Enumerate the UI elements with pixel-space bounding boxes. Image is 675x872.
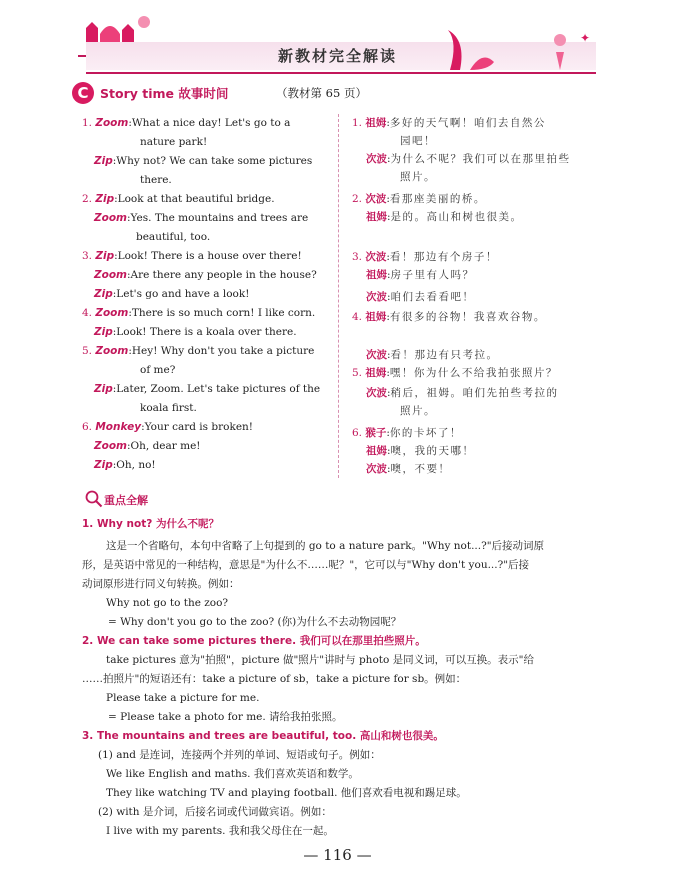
speaker-name: 祖姆 bbox=[366, 269, 387, 281]
dialogue-line-cn bbox=[400, 134, 436, 148]
speaker-colon: : bbox=[126, 212, 131, 224]
keypoint-heading: 2. We can take some pictures there. 我们可以在那里拍些照片。 bbox=[82, 635, 426, 647]
speaker-name: 祖姆 bbox=[365, 117, 387, 129]
line-text: of me? bbox=[140, 364, 176, 376]
speaker-colon: : bbox=[387, 153, 391, 165]
dialogue-line-cn bbox=[366, 444, 475, 458]
line-text: 园吧！ bbox=[400, 135, 436, 147]
speaker-colon: : bbox=[386, 427, 390, 439]
line-number: 3. bbox=[82, 250, 96, 262]
speaker-colon: : bbox=[386, 367, 390, 379]
line-text: 有很多的谷物！我喜欢谷物。 bbox=[389, 311, 546, 323]
keypoint-heading: 3. The mountains and trees are beautiful, too. 高山和树也很美。 bbox=[82, 730, 444, 742]
magnifier-icon bbox=[85, 490, 103, 508]
dialogue-line-en bbox=[94, 325, 297, 339]
line-text: Look at that beautiful bridge. bbox=[117, 193, 275, 205]
speaker-colon: : bbox=[387, 445, 391, 457]
speaker-name: Zip bbox=[94, 155, 113, 167]
dialogue-line-cn bbox=[400, 170, 436, 184]
line-text: What a nice day! Let's go to a bbox=[131, 117, 291, 129]
speaker-name: Monkey bbox=[95, 421, 142, 433]
line-number: 6. bbox=[82, 421, 96, 433]
speaker-colon: : bbox=[128, 117, 132, 129]
speaker-colon: : bbox=[141, 421, 145, 433]
dialogue-line-cn bbox=[352, 366, 558, 380]
speaker-name: Zip bbox=[95, 193, 115, 205]
page-number: — 116 — bbox=[303, 846, 372, 864]
line-number: 2. bbox=[352, 193, 366, 205]
dialogue-line-en bbox=[136, 230, 210, 244]
line-number: 2. bbox=[82, 193, 96, 205]
speaker-colon: : bbox=[128, 345, 132, 357]
speaker-name: Zoom bbox=[95, 307, 129, 319]
line-text: Later, Zoom. Let's take pictures of the bbox=[116, 383, 321, 395]
dialogue-line-en bbox=[82, 306, 315, 320]
keypoint-heading: 1. Why not? 为什么不呢？ bbox=[82, 518, 219, 530]
keypoint-line: take pictures 意为"拍照"，picture 做"照片"讲时与 photo 是同义词，可以互换。表示"给 bbox=[106, 654, 534, 666]
keypoint-line: = Why don't you go to the zoo? (你)为什么不去动物园呢？ bbox=[108, 616, 402, 628]
line-number: 6. bbox=[352, 427, 366, 439]
dialogue-line-en bbox=[94, 458, 156, 472]
speaker-name: Zip bbox=[94, 459, 113, 471]
keypoint-line: Why not go to the zoo? bbox=[106, 597, 229, 609]
line-text: 看！那边有只考拉。 bbox=[390, 349, 499, 361]
line-text: 噢，不要！ bbox=[390, 463, 451, 475]
speaker-colon: : bbox=[387, 387, 391, 399]
section-title: Story time 故事时间 bbox=[100, 86, 229, 101]
dialogue-line-cn bbox=[352, 192, 486, 206]
dialogue-line-en bbox=[140, 173, 172, 187]
line-text: Are there any people in the house? bbox=[130, 269, 317, 281]
line-text: Look! There is a house over there! bbox=[117, 250, 302, 262]
line-text: koala first. bbox=[140, 402, 197, 414]
header-rule bbox=[86, 72, 596, 74]
line-text: 嘿！你为什么不给我拍张照片？ bbox=[389, 367, 558, 379]
line-text: Your card is broken! bbox=[144, 421, 254, 433]
dialogue-line-en bbox=[94, 287, 249, 301]
speaker-name: Zoom bbox=[94, 269, 127, 281]
keypoint-line: They like watching TV and playing football. 他们喜欢看电视和踢足球。 bbox=[106, 787, 467, 799]
dialogue-line-cn bbox=[366, 348, 499, 362]
line-number: 1. bbox=[352, 117, 366, 129]
speaker-name: 祖姆 bbox=[365, 367, 387, 379]
speaker-colon: : bbox=[386, 311, 390, 323]
speaker-colon: : bbox=[387, 291, 391, 303]
speaker-name: Zip bbox=[94, 326, 113, 338]
line-text: Yes. The mountains and trees are bbox=[130, 212, 309, 224]
speaker-colon: : bbox=[112, 459, 117, 471]
speaker-name: 次波 bbox=[365, 251, 387, 263]
header-title: 新教材完全解读 bbox=[277, 47, 397, 65]
dialogue-line-cn bbox=[366, 210, 523, 224]
dialogue-line-en bbox=[94, 268, 317, 282]
keypoint-line: We like English and maths. 我们喜欢英语和数学。 bbox=[106, 768, 359, 780]
dialogue-line-en bbox=[82, 116, 290, 130]
dialogue-line-en bbox=[82, 344, 314, 358]
line-text: beautiful, too. bbox=[136, 231, 211, 243]
dialogue-line-en bbox=[140, 363, 175, 377]
line-text: Oh, no! bbox=[116, 459, 156, 471]
line-text: Oh, dear me! bbox=[130, 440, 201, 452]
speaker-name: Zip bbox=[94, 288, 113, 300]
dialogue-line-cn bbox=[352, 116, 546, 130]
speaker-colon: : bbox=[112, 383, 117, 395]
dialogue-line-en bbox=[94, 382, 320, 396]
speaker-name: 次波 bbox=[366, 291, 387, 303]
speaker-colon: : bbox=[386, 251, 390, 263]
dialogue-line-en bbox=[82, 192, 275, 206]
dialogue-line-en bbox=[82, 249, 302, 263]
keypoint-line: 动词原形进行同义句转换。例如： bbox=[82, 578, 240, 590]
speaker-colon: : bbox=[387, 269, 391, 281]
line-text: There is so much corn! I like corn. bbox=[131, 307, 316, 319]
keypoint-line: = Please take a photo for me. 请给我拍张照。 bbox=[108, 711, 343, 723]
dialogue-line-en bbox=[94, 211, 308, 225]
dialogue-line-cn bbox=[366, 268, 475, 282]
dialogue-line-cn bbox=[366, 462, 451, 476]
dialogue-line-cn bbox=[352, 310, 546, 324]
speaker-colon: : bbox=[386, 117, 390, 129]
speaker-colon: : bbox=[387, 211, 391, 223]
speaker-colon: : bbox=[114, 193, 118, 205]
line-number: 4. bbox=[82, 307, 96, 319]
line-number: 5. bbox=[352, 367, 366, 379]
keypoint-line: I live with my parents. 我和我父母住在一起。 bbox=[106, 825, 334, 837]
svg-text:✦: ✦ bbox=[580, 31, 591, 45]
speaker-name: Zoom bbox=[95, 345, 129, 357]
dialogue-line-en bbox=[140, 401, 197, 415]
line-text: 稍后，祖姆。咱们先拍些考拉的 bbox=[390, 387, 559, 399]
line-text: 噢，我的天哪！ bbox=[390, 445, 475, 457]
speaker-name: 祖姆 bbox=[366, 211, 387, 223]
speaker-colon: : bbox=[126, 269, 131, 281]
speaker-colon: : bbox=[126, 440, 131, 452]
dialogue-line-en bbox=[82, 420, 253, 434]
textbook-reference: （教材第 65 页） bbox=[276, 86, 367, 100]
line-text: Let's go and have a look! bbox=[116, 288, 250, 300]
speaker-name: 祖姆 bbox=[366, 445, 387, 457]
dialogue-line-cn bbox=[366, 290, 475, 304]
speaker-name: Zoom bbox=[95, 117, 129, 129]
dialogue-line-en bbox=[94, 154, 312, 168]
dialogue-line-cn bbox=[366, 386, 559, 400]
line-text: 看！那边有个房子！ bbox=[389, 251, 498, 263]
dialogue-line-en bbox=[94, 439, 201, 453]
speaker-colon: : bbox=[387, 349, 391, 361]
section-badge: C bbox=[72, 82, 94, 104]
speaker-colon: : bbox=[114, 250, 118, 262]
speaker-colon: : bbox=[128, 307, 132, 319]
speaker-name: 次波 bbox=[366, 153, 387, 165]
speaker-name: Zip bbox=[95, 250, 115, 262]
speaker-name: Zoom bbox=[94, 440, 127, 452]
speaker-name: 次波 bbox=[365, 193, 387, 205]
line-number: 5. bbox=[82, 345, 96, 357]
line-text: Hey! Why don't you take a picture bbox=[131, 345, 315, 357]
page-header bbox=[0, 0, 675, 80]
dialogue-line-cn bbox=[352, 250, 498, 264]
keypoint-line: ……拍照片"的短语还有：take a picture of sb，take a picture for sb。例如： bbox=[82, 673, 467, 685]
flower-decoration-icon bbox=[430, 22, 600, 72]
line-text: 多好的天气啊！咱们去自然公 bbox=[389, 117, 546, 129]
keypoint-line: 这是一个省略句，本句中省略了上句提到的 go to a nature park。"Why not...?"后接动词原 bbox=[106, 540, 545, 552]
speaker-name: 次波 bbox=[366, 463, 387, 475]
speaker-colon: : bbox=[112, 155, 117, 167]
line-text: 照片。 bbox=[400, 171, 436, 183]
line-text: 为什么不呢？我们可以在那里拍些 bbox=[390, 153, 571, 165]
speaker-name: Zip bbox=[94, 383, 113, 395]
line-text: 是的。高山和树也很美。 bbox=[390, 211, 523, 223]
speaker-name: 祖姆 bbox=[365, 311, 387, 323]
keypoint-line: 形，是英语中常见的一种结构，意思是"为什么不……呢？"，它可以与"Why don't you...?"后接 bbox=[82, 559, 530, 571]
keypoints-title: 重点全解 bbox=[104, 494, 148, 507]
column-divider bbox=[338, 114, 339, 478]
line-text: nature park! bbox=[140, 136, 208, 148]
speaker-name: 猴子 bbox=[365, 427, 387, 439]
line-text: 咱们去看看吧！ bbox=[390, 291, 475, 303]
keypoint-line: (1) and 是连词，连接两个并列的单词、短语或句子。例如： bbox=[98, 749, 381, 761]
speaker-colon: : bbox=[386, 193, 390, 205]
speaker-colon: : bbox=[387, 463, 391, 475]
dialogue-line-cn bbox=[366, 152, 571, 166]
line-text: 房子里有人吗？ bbox=[390, 269, 475, 281]
keypoint-line: Please take a picture for me. bbox=[106, 692, 260, 704]
line-text: 你的卡坏了！ bbox=[389, 427, 462, 439]
line-text: there. bbox=[140, 174, 172, 186]
dialogue-line-en bbox=[140, 135, 207, 149]
speaker-name: Zoom bbox=[94, 212, 127, 224]
speaker-colon: : bbox=[112, 288, 117, 300]
line-text: Look! There is a koala over there. bbox=[116, 326, 297, 338]
speaker-name: 次波 bbox=[366, 387, 387, 399]
dialogue-line-cn bbox=[400, 404, 436, 418]
dialogue-line-cn bbox=[352, 426, 462, 440]
line-number: 4. bbox=[352, 311, 366, 323]
line-text: 照片。 bbox=[400, 405, 436, 417]
line-text: Why not? We can take some pictures bbox=[116, 155, 313, 167]
speaker-colon: : bbox=[112, 326, 117, 338]
line-number: 1. bbox=[82, 117, 96, 129]
line-text: 看那座美丽的桥。 bbox=[389, 193, 486, 205]
keypoint-line: (2) with 是介词，后接名词或代词做宾语。例如： bbox=[98, 806, 332, 818]
line-number: 3. bbox=[352, 251, 366, 263]
speaker-name: 次波 bbox=[366, 349, 387, 361]
